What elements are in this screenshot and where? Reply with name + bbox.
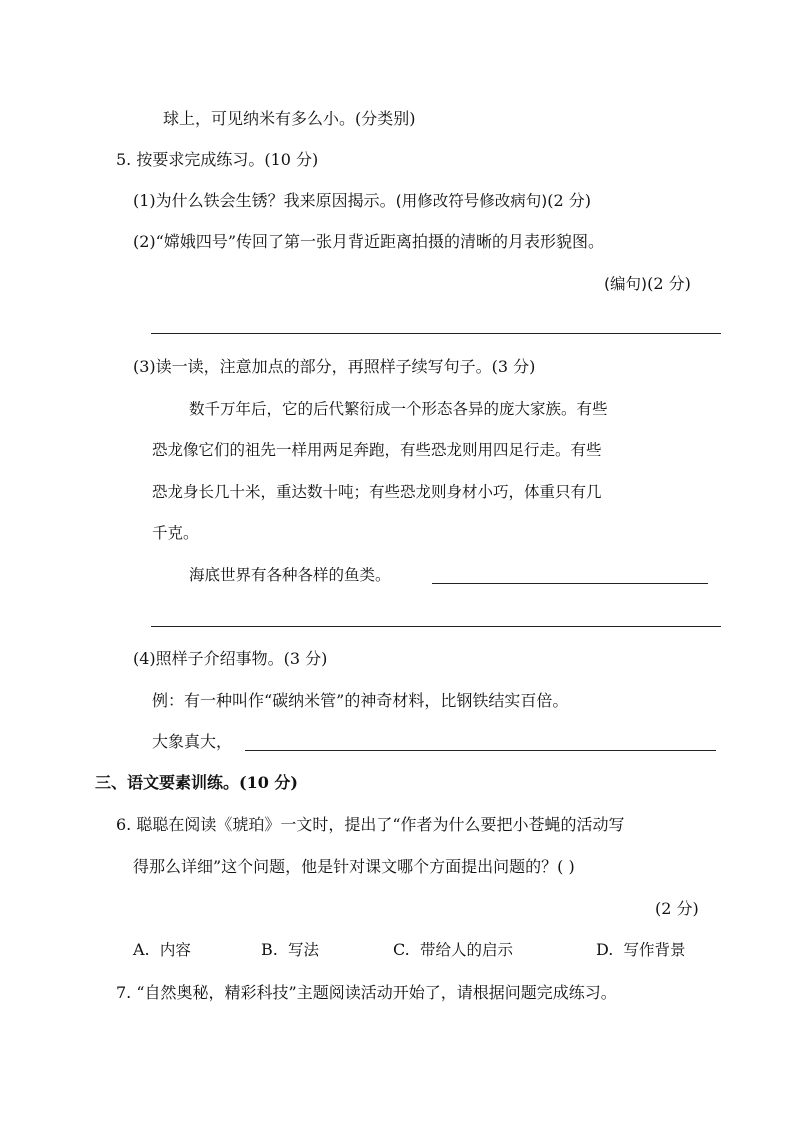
question-5-2-points: (2 分) [647, 274, 691, 293]
choice-b-letter: B. [261, 940, 278, 959]
question-5-4: (4)照样子介绍事物。(3 分) [133, 649, 328, 668]
passage-line-4: 千克。 [152, 524, 199, 542]
question-6-line-1: 6. 聪聪在阅读《琥珀》一文时，提出了“作者为什么要把小苍蝇的活动写 [116, 815, 625, 834]
question-5-4-example: 例：有一种叫作“碳纳米管”的神奇材料，比钢铁结实百倍。 [152, 691, 569, 710]
passage-line-1: 数千万年后，它的后代繁衍成一个形态各异的庞大家族。有些 [189, 400, 608, 418]
choice-a-text: 内容 [159, 941, 191, 959]
choice-b[interactable] [261, 939, 319, 961]
passage-line-2: 恐龙像它们的祖先一样用两足奔跑，有些恐龙则用四足行走。有些 [152, 441, 602, 459]
answer-line-5-3b[interactable] [151, 626, 721, 627]
choice-d-text: 写作背景 [623, 941, 686, 959]
question-5-3: (3)读一读，注意加点的部分，再照样子续写句子。(3 分) [133, 357, 536, 376]
choice-b-text: 写法 [288, 941, 320, 959]
question-5-1-instruction: (用修改符号修改病句) [395, 192, 548, 210]
question-5-1-text: (1)为什么铁会生锈？我来原因揭示。 [133, 191, 396, 210]
continued-line: 球上，可见纳米有多么小。(分类别) [163, 109, 416, 128]
passage-line-3: 恐龙身长几十米，重达数十吨；有些恐龙则身材小巧，体重只有几 [152, 483, 602, 501]
question-5-2: (2)“嫦娥四号”传回了第一张月背近距离拍摄的清晰的月表形貌图。 [133, 232, 605, 251]
question-5-heading: 5. 按要求完成练习。(10 分) [116, 150, 319, 169]
choice-a[interactable] [133, 939, 191, 961]
choice-c-letter: C. [393, 940, 410, 959]
question-6-line-2: 得那么详细”这个问题，他是针对课文哪个方面提出问题的？( ) [133, 857, 575, 876]
choice-a-letter: A. [133, 940, 150, 959]
answer-line-5-2[interactable] [151, 333, 721, 334]
question-6-points: (2 分) [655, 899, 699, 918]
question-5-1 [133, 190, 591, 212]
section-3-heading: 三、语文要素训练。(10 分) [95, 773, 298, 792]
question-7: 7. “自然奥秘，精彩科技”主题阅读活动开始了，请根据问题完成练习。 [116, 983, 617, 1002]
choice-d[interactable] [596, 939, 686, 961]
choice-d-letter: D. [596, 940, 614, 959]
choice-c[interactable] [393, 939, 513, 961]
question-5-4-task: 大象真大， [152, 732, 233, 751]
question-5-2-instruction: (编句) [604, 275, 648, 293]
question-5-1-points: (2 分) [547, 191, 592, 210]
continuation-prompt: 海底世界有各种各样的鱼类。 [189, 566, 391, 584]
answer-line-5-3a[interactable] [432, 583, 708, 584]
answer-line-5-4[interactable] [245, 750, 716, 751]
question-5-2-note [604, 273, 691, 295]
choice-c-text: 带给人的启示 [419, 941, 513, 959]
